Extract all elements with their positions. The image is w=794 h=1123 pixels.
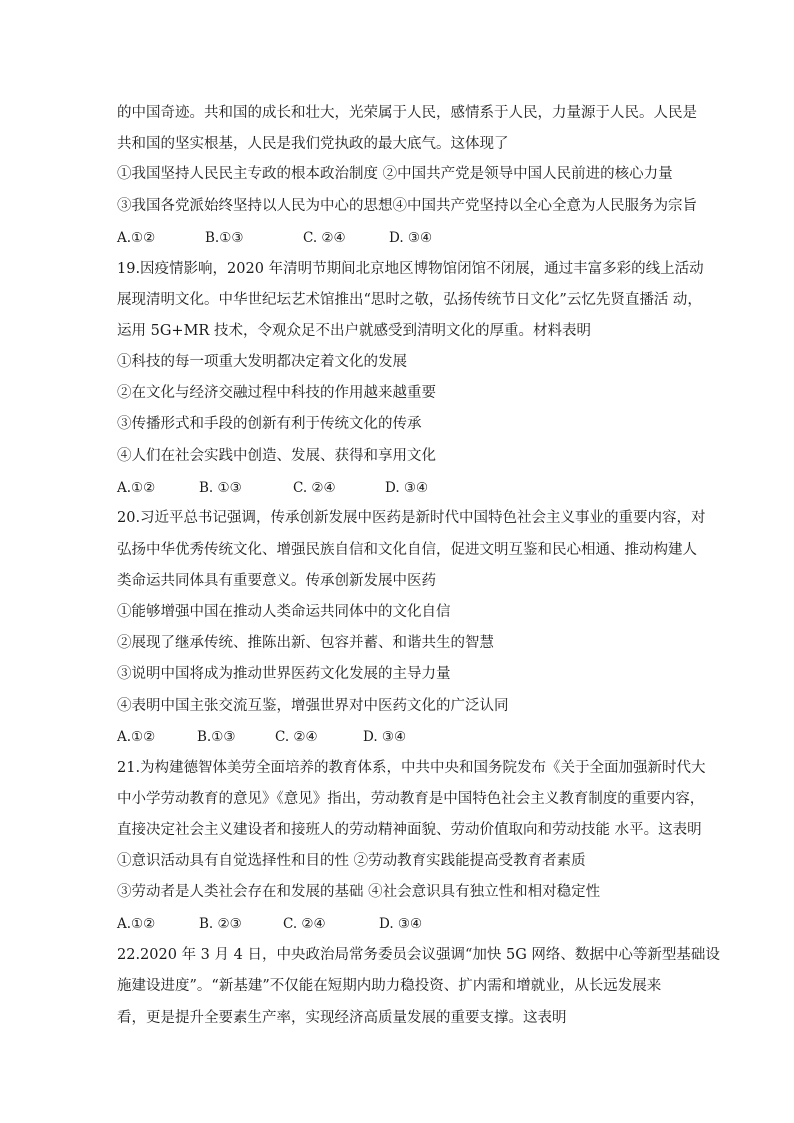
q18-option-c: C. ②④ bbox=[303, 230, 346, 246]
q18-line-1: 的中国奇迹。共和国的成长和壮大，光荣属于人民，感情系于人民，力量源于人民。人民是 bbox=[117, 105, 697, 121]
q19-option-a: A.①② bbox=[117, 480, 156, 496]
q21-line-2: 中小学劳动教育的意见》《意见》指出，劳动教育是中国特色社会主义教育制度的重要内容， bbox=[117, 791, 705, 807]
q20-line-1: 20.习近平总书记强调，传承创新发展中医药是新时代中国特色社会主义事业的重要内容，对 bbox=[117, 510, 706, 526]
q21-line-3: 直接决定社会主义建设者和接班人的劳动精神面貌、劳动价值取向和劳动技能 水平。这表明 bbox=[117, 822, 702, 838]
q20-choice-1: ①能够增强中国在推动人类命运共同体中的文化自信 bbox=[117, 604, 451, 620]
q20-option-a: A.①② bbox=[117, 729, 156, 745]
q18-option-b: B.①③ bbox=[205, 230, 244, 246]
q21-option-a: A.①② bbox=[117, 916, 156, 932]
q20-line-3: 类命运共同体具有重要意义。传承创新发展中医药 bbox=[117, 573, 436, 589]
q19-option-b: B. ①③ bbox=[199, 480, 242, 496]
q21-option-b: B. ②③ bbox=[199, 916, 242, 932]
q21-choice-3-4: ③劳动者是人类社会存在和发展的基础 ④社会意识具有独立性和相对稳定性 bbox=[117, 884, 601, 900]
q20-option-c: C. ②④ bbox=[275, 729, 318, 745]
q19-option-d: D. ③④ bbox=[385, 480, 429, 496]
q19-choice-3: ③传播形式和手段的创新有利于传统文化的传承 bbox=[117, 416, 422, 432]
q20-line-2: 弘扬中华优秀传统文化、增强民族自信和文化自信，促进文明互鉴和民心相通、推动构建人 bbox=[117, 542, 697, 558]
q19-line-3: 运用 5G+MR 技术，令观众足不出户就感受到清明文化的厚重。材料表明 bbox=[117, 323, 591, 339]
q18-options bbox=[117, 228, 432, 248]
q21-options bbox=[117, 914, 422, 934]
q19-option-c: C. ②④ bbox=[293, 480, 336, 496]
q21-option-c: C. ②④ bbox=[283, 916, 326, 932]
q20-options bbox=[117, 727, 406, 747]
q19-choice-2: ②在文化与经济交融过程中科技的作用越来越重要 bbox=[117, 385, 436, 401]
q20-choice-4: ④表明中国主张交流互鉴，增强世界对中医药文化的广泛认同 bbox=[117, 698, 509, 714]
q19-line-1: 19.因疫情影响，2020 年清明节期间北京地区博物馆闭馆不闭展，通过丰富多彩的线上活动 bbox=[117, 261, 704, 277]
q19-choice-1: ①科技的每一项重大发明都决定着文化的发展 bbox=[117, 354, 407, 370]
q18-line-2: 共和国的坚实根基，人民是我们党执政的最大底气。这体现了 bbox=[117, 136, 509, 152]
q22-line-1: 22.2020 年 3 月 4 日，中央政治局常务委员会议强调“加快 5G 网络、数据中心等新型基础设 bbox=[117, 947, 720, 963]
q19-choice-4: ④人们在社会实践中创造、发展、获得和享用文化 bbox=[117, 448, 436, 464]
q18-option-a: A.①② bbox=[117, 230, 156, 246]
q21-line-1: 21.为构建德智体美劳全面培养的教育体系，中共中央和国务院发布《关于全面加强新时代大 bbox=[117, 760, 706, 776]
q18-choice-1-2: ①我国坚持人民民主专政的根本政治制度 ②中国共产党是领导中国人民前进的核心力量 bbox=[117, 166, 673, 182]
q21-option-d: D. ③④ bbox=[379, 916, 423, 932]
q20-option-b: B.①③ bbox=[197, 729, 236, 745]
q22-line-2: 施建设进度”。“新基建”不仅能在短期内助力稳投资、扩内需和增就业，从长远发展来 bbox=[117, 978, 662, 994]
q22-line-3: 看，更是提升全要素生产率，实现经济高质量发展的重要支撑。这表明 bbox=[117, 1010, 567, 1026]
q20-choice-2: ②展现了继承传统、推陈出新、包容并蓄、和谐共生的智慧 bbox=[117, 635, 494, 651]
q19-line-2: 展现清明文化。中华世纪坛艺术馆推出“思时之敬，弘扬传统节日文化”云忆先贤直播活 动， bbox=[117, 292, 702, 308]
q20-option-d: D. ③④ bbox=[363, 729, 407, 745]
q21-choice-1-2: ①意识活动具有自觉选择性和目的性 ②劳动教育实践能提高受教育者素质 bbox=[117, 853, 586, 869]
q18-choice-3-4: ③我国各党派始终坚持以人民为中心的思想④中国共产党坚持以全心全意为人民服务为宗旨 bbox=[117, 198, 697, 214]
q19-options bbox=[117, 478, 428, 498]
q20-choice-3: ③说明中国将成为推动世界医药文化发展的主导力量 bbox=[117, 666, 451, 682]
q18-option-d: D. ③④ bbox=[389, 230, 433, 246]
